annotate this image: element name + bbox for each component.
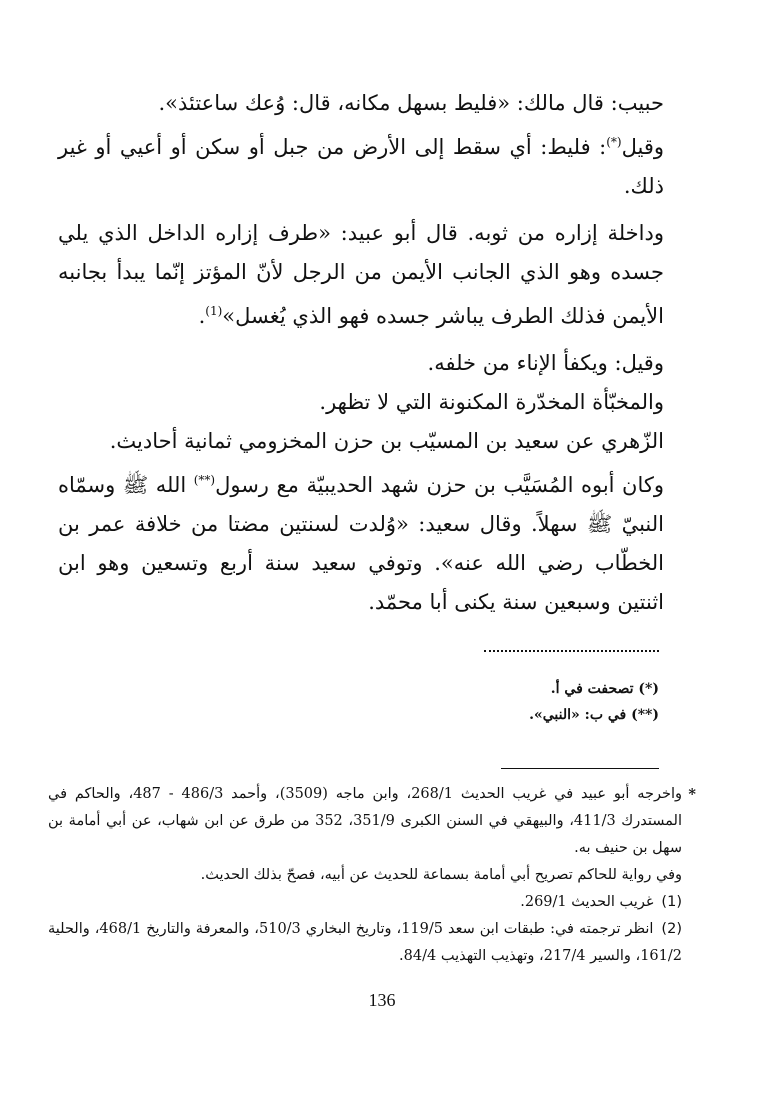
footnote xyxy=(48,916,682,970)
footnote xyxy=(48,781,696,862)
footnote-text: واخرجه أبو عبيد في غريب الحديث 268/1، وابن ماجه (3509)، وأحمد 486/3 - 487، والحاكم في المستدرك 411/3، والبيهقي في السنن الكبرى 351/9، 352 من طرق عن ابن شهاب، عن أبي أمامة بن سهل بن حنيف به. xyxy=(48,786,683,856)
note-mark: (**) xyxy=(631,707,659,723)
footnote-mark: (1) xyxy=(205,304,223,318)
paragraph xyxy=(58,123,664,206)
paragraph: والمخبّأة المخدّرة المكنونة التي لا تظهر. xyxy=(319,390,664,414)
dotted-separator xyxy=(484,650,659,652)
page-number: 136 xyxy=(368,990,396,1010)
paragraph: حبيب: قال مالك: «فليط بسهل مكانه، قال: وُعك ساعتئذ». xyxy=(158,91,664,115)
footnote-mark: (**) xyxy=(193,473,216,487)
editor-notes xyxy=(300,676,659,728)
paragraph xyxy=(58,461,664,622)
footnote-text: انظر ترجمته في: طبقات ابن سعد 119/5، وتاريخ البخاري 510/3، والمعرفة والتاريخ 468/1، والحلية 161/2، والسير 217/4، وتهذيب التهذيب 84/4. xyxy=(48,921,682,964)
footnote xyxy=(48,889,682,916)
footnote: وفي رواية للحاكم تصريح أبي أمامة بسماعة للحديث عن أبيه، فصحّ بذلك الحديث. xyxy=(200,867,682,883)
footnote-marker: * xyxy=(688,786,696,803)
note-mark: (*) xyxy=(638,681,659,697)
text-run: وقيل xyxy=(621,135,664,159)
note-text: تصحفت في أ. xyxy=(550,681,634,697)
footnote-text: غريب الحديث 269/1. xyxy=(520,894,654,910)
footnotes xyxy=(48,781,696,970)
footnote-number: (2) xyxy=(661,921,682,937)
footnote-rule xyxy=(501,768,659,769)
paragraph xyxy=(58,214,664,336)
note-text: في ب: «النبي». xyxy=(529,707,627,723)
editor-note xyxy=(300,702,659,728)
editor-note xyxy=(300,676,659,702)
paragraph: الزّهري عن سعيد بن المسيّب بن حزن المخزومي ثمانية أحاديث. xyxy=(109,429,664,453)
text-run: : فليط: أي سقط إلى الأرض من جبل أو سكن أو أعيي أو غير ذلك. xyxy=(58,135,664,198)
text-run: وكان أبوه المُسَيَّب بن حزن شهد الحديبيّة مع رسول xyxy=(215,473,664,497)
text-run: . xyxy=(198,304,206,328)
footnote-number: (1) xyxy=(661,894,682,910)
text-run: الله ﷺ وسمّاه النبيّ ﷺ سهلاً. وقال سعيد: «وُلدت لسنتين مضتا من خلافة عمر بن الخطّاب رضي الله عنه». وتوفي سعيد سنة أربع وتسعين وهو ابن اثنتين وسبعين سنة يكنى أبا محمّد. xyxy=(58,473,664,614)
main-text xyxy=(58,84,664,630)
footnote-mark: (*) xyxy=(606,135,622,149)
paragraph: وقيل: ويكفأ الإناء من خلفه. xyxy=(427,351,664,375)
text-run: وداخلة إزاره من ثوبه. قال أبو عبيد: «طرف إزاره الداخل الذي يلي جسده وهو الذي الجانب الأيمن من الرجل لأنّ المؤتز إنّما يبدأ بجانبه الأيمن فذلك الطرف يباشر جسده فهو الذي يُغسل» xyxy=(58,221,664,328)
